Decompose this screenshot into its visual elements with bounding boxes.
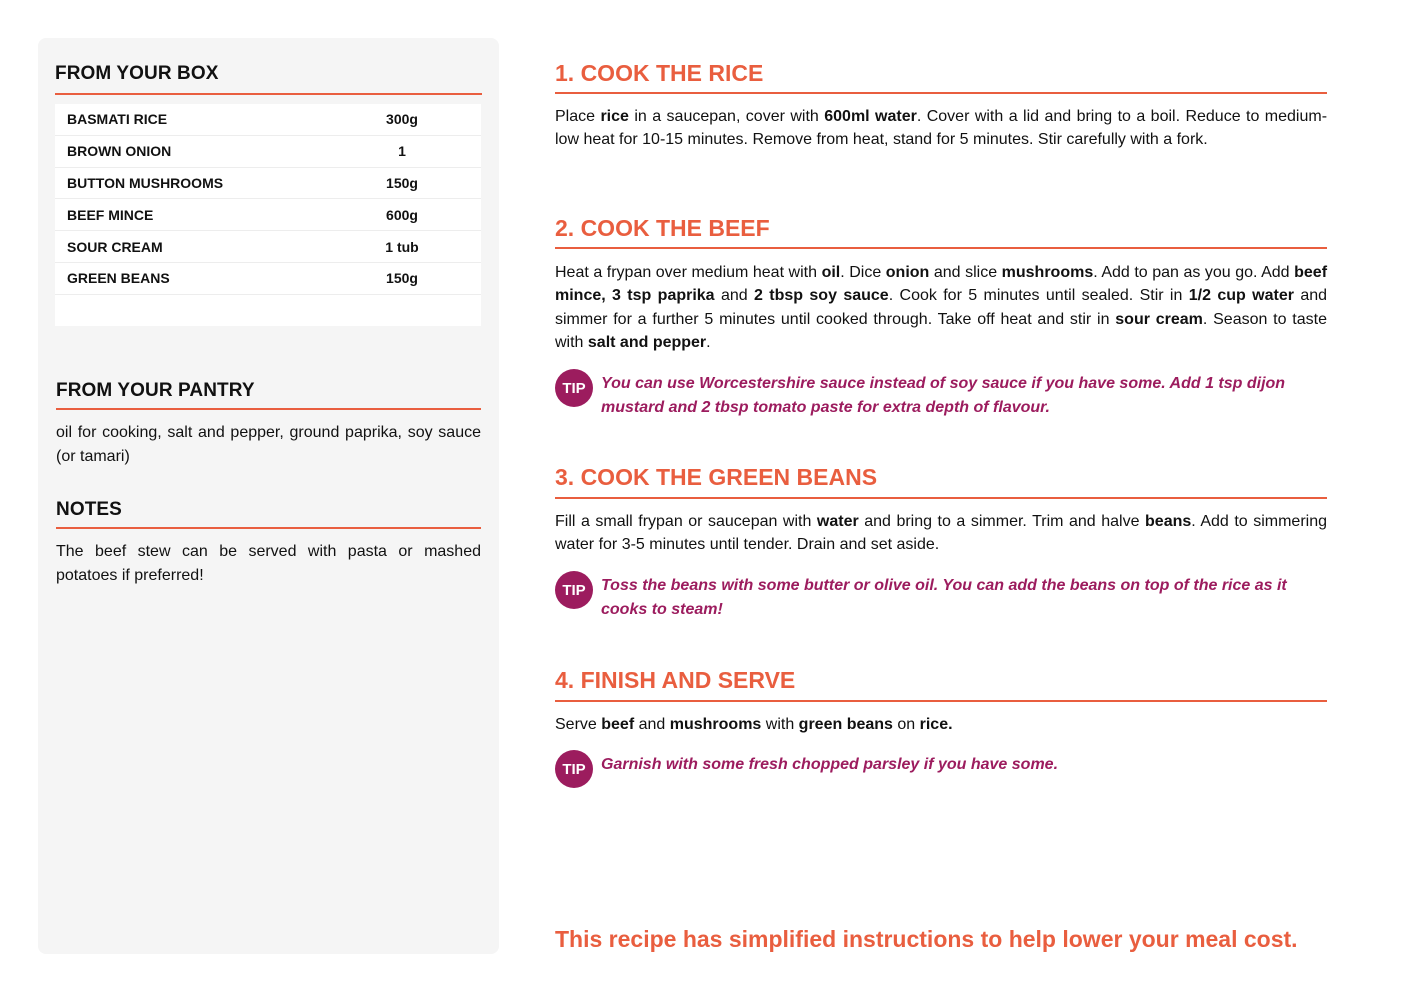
ingredient-row — [55, 168, 481, 200]
ingredient-row — [55, 104, 481, 136]
emphasized-term: sour cream — [1115, 310, 1203, 328]
step-3-title: 3. COOK THE GREEN BEANS — [555, 464, 878, 490]
pantry-heading-rule — [56, 408, 481, 410]
step-2-title: 2. COOK THE BEEF — [555, 215, 770, 241]
emphasized-term: oil — [821, 264, 841, 281]
ingredient-quantity: 150g — [386, 174, 418, 191]
step-1-title: 1. COOK THE RICE — [555, 60, 764, 86]
ingredient-quantity: 300g — [386, 111, 418, 128]
box-heading-rule — [55, 93, 482, 95]
emphasized-term: beef mince, 3 tsp paprika — [555, 264, 1328, 305]
emphasized-term: mushrooms — [1001, 264, 1094, 281]
step-2-text: Heat a frypan over medium heat with oil. Dice onion and slice mushrooms. Add to pan as you go. Add beef mince, 3 tsp paprika and 2 tbsp soy sauce. Cook for 5 minutes until sealed. Stir in 1/2 cup water and simmer for a further 5 minutes until cooked through. Take off heat and stir in sour cream. Season to taste with salt and pepper. — [555, 264, 1328, 351]
ingredient-name: BROWN ONION — [67, 143, 172, 160]
ingredient-quantity: 600g — [386, 206, 418, 223]
ingredient-quantity: 1 — [398, 143, 406, 160]
emphasized-term: onion — [885, 264, 930, 281]
emphasized-term: 600ml water — [824, 108, 917, 125]
emphasized-term: salt and pepper — [587, 333, 707, 351]
ingredient-quantity: 1 tub — [385, 238, 419, 255]
emphasized-term: 2 tbsp soy sauce — [754, 287, 889, 305]
emphasized-term: beans — [1145, 513, 1192, 530]
step-4-tip — [555, 751, 1327, 788]
ingredient-name: BUTTON MUSHROOMS — [67, 174, 224, 191]
simplified-instructions-note: This recipe has simplified instructions to help lower your meal cost. — [555, 926, 1298, 952]
ingredient-name: BASMATI RICE — [67, 111, 168, 128]
emphasized-term: beef — [601, 716, 635, 733]
tip-text: Garnish with some fresh chopped parsley if you have some. — [601, 756, 1059, 773]
step-3-tip — [555, 572, 1327, 621]
step-1-text: Place rice in a saucepan, cover with 600ml water. Cover with a lid and bring to a boil. Reduce to medium-low heat for 10-15 minutes. Remove from heat, stand for 5 minutes. Stir carefully with a fork. — [555, 108, 1328, 149]
step-2-rule — [555, 247, 1327, 249]
tip-text: You can use Worcestershire sauce instead of soy sauce if you have some. Add 1 tsp dijon mustard and 2 tbsp tomato paste for extra depth of flavour. — [601, 375, 1286, 416]
emphasized-term: rice — [600, 108, 629, 125]
ingredient-name: BEEF MINCE — [67, 206, 154, 223]
ingredient-quantity: 150g — [386, 270, 418, 287]
emphasized-term: 1/2 cup water — [1188, 287, 1294, 305]
step-4-rule — [555, 700, 1327, 702]
ingredients-table — [55, 104, 481, 326]
ingredient-row — [55, 263, 481, 295]
ingredient-row — [55, 231, 481, 263]
step-1-rule — [555, 92, 1327, 94]
step-3-rule — [555, 497, 1327, 499]
notes-heading-rule — [56, 527, 481, 529]
emphasized-term: green beans — [798, 716, 893, 733]
emphasized-term: mushrooms — [669, 716, 762, 733]
ingredient-row — [55, 136, 481, 168]
notes-text: The beef stew can be served with pasta or mashed potatoes if preferred! — [56, 543, 481, 584]
ingredient-name: SOUR CREAM — [67, 238, 163, 255]
emphasized-term: rice. — [919, 716, 953, 733]
ingredient-row — [55, 199, 481, 231]
tip-badge: TIP — [555, 571, 593, 609]
step-2-tip — [555, 370, 1327, 419]
from-your-pantry-heading: FROM YOUR PANTRY — [56, 380, 255, 401]
pantry-text: oil for cooking, salt and pepper, ground paprika, soy sauce (or tamari) — [56, 424, 481, 465]
step-4-text: Serve beef and mushrooms with green beans on rice. — [555, 716, 953, 733]
tip-text: Toss the beans with some butter or olive oil. You can add the beans on top of the rice as it cooks to steam! — [601, 577, 1287, 618]
tip-badge: TIP — [555, 750, 593, 788]
step-3-text: Fill a small frypan or saucepan with water and bring to a simmer. Trim and halve beans. Add to simmering water for 3-5 minutes until tender. Drain and set aside. — [555, 513, 1328, 554]
tip-badge: TIP — [555, 369, 593, 407]
ingredient-name: GREEN BEANS — [67, 270, 170, 287]
from-your-box-heading: FROM YOUR BOX — [55, 63, 219, 84]
notes-heading: NOTES — [56, 499, 122, 520]
emphasized-term: water — [816, 513, 859, 530]
step-4-title: 4. FINISH AND SERVE — [555, 667, 796, 693]
